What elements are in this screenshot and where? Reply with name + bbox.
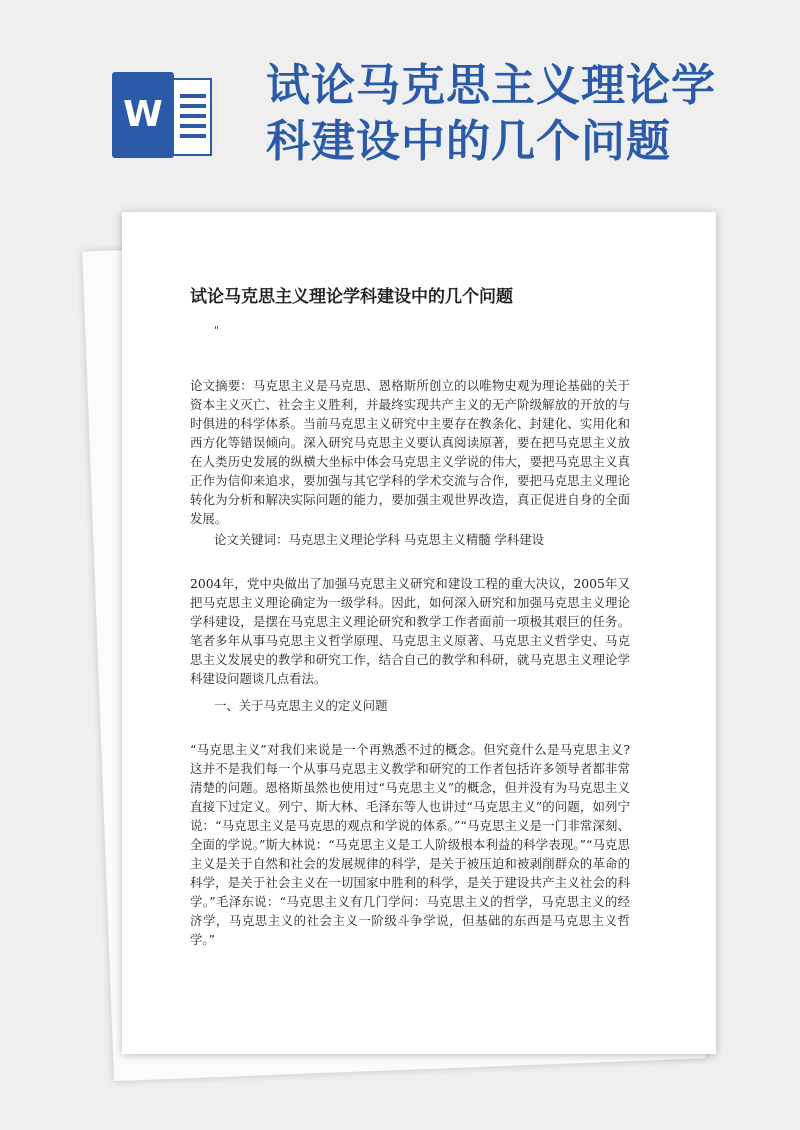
document-page — [122, 212, 716, 1054]
section1-heading: 一、关于马克思主义的定义问题 — [214, 698, 388, 713]
quote-mark: " — [214, 324, 220, 337]
document-title: 试论马克思主义理论学科建设中的几个问题 — [190, 287, 513, 307]
header-banner — [0, 0, 800, 210]
keywords-line: 论文关键词：马克思主义理论学科 马克思主义精髓 学科建设 — [214, 532, 545, 547]
header-title: 试论马克思主义理论学科建设中的几个问题 — [266, 60, 716, 167]
intro-paragraph: 2004年，党中央做出了加强马克思主义研究和建设工程的重大决议，2005年又把马克思主义理论确定为一级学科。因此，如何深入研究和加强马克思主义理论学科建设，是摆在马克思主义理论研究和教学工作者面前一项极其艰巨的任务。笔者多年从事马克思主义哲学原理、马克思主义原著、马克思主义哲学史、马克思主义发展史的教学和研究工作，结合自己的教学和科研，就马克思主义理论学科建设问题谈几点看法。 — [190, 576, 630, 686]
abstract-paragraph: 论文摘要：马克思主义是马克思、恩格斯所创立的以唯物史观为理论基础的关于资本主义灭亡、社会主义胜利，并最终实现共产主义的无产阶级解放的开放的与时俱进的科学体系。当前马克思主义研究中主要存在教条化、封建化、实用化和西方化等错误倾向。深入研究马克思主义要认真阅读原著，要在把马克思主义放在人类历史发展的纵横大坐标中体会马克思主义学说的伟大，要把马克思主义真正作为信仰来追求，要加强与其它学科的学术交流与合作，要把马克思主义理论转化为分析和解决实际问题的能力，要加强主观世界改造，真正促进自身的全面发展。 — [190, 378, 630, 526]
word-letter-tile: W — [112, 72, 174, 158]
section1-body: “马克思主义”对我们来说是一个再熟悉不过的概念。但究竟什么是马克思主义?这并不是我们每一个从事马克思主义教学和研究的工作者包括许多领导者都非常清楚的问题。恩格斯虽然也使用过“马克思主义”的概念，但并没有为马克思主义直接下过定义。列宁、斯大林、毛泽东等人也讲过“马克思主义”的问题，如列宁说：“马克思主义是马克思的观点和学说的体系。”“马克思主义是一门非常深刻、全面的学说。”斯大林说：“马克思主义是工人阶级根本利益的科学表现。”“马克思主义是关于自然和社会的发展规律的科学，是关于被压迫和被剥削群众的革命的科学，是关于社会主义在一切国家中胜利的科学，是关于建设共产主义社会的科学。”毛泽东说：“马克思主义有几门学问：马克思主义的哲学，马克思主义的经济学，马克思主义的社会主义一阶级斗争学说，但基础的东西是马克思主义哲学。” — [190, 742, 630, 947]
word-document-icon — [112, 72, 214, 158]
